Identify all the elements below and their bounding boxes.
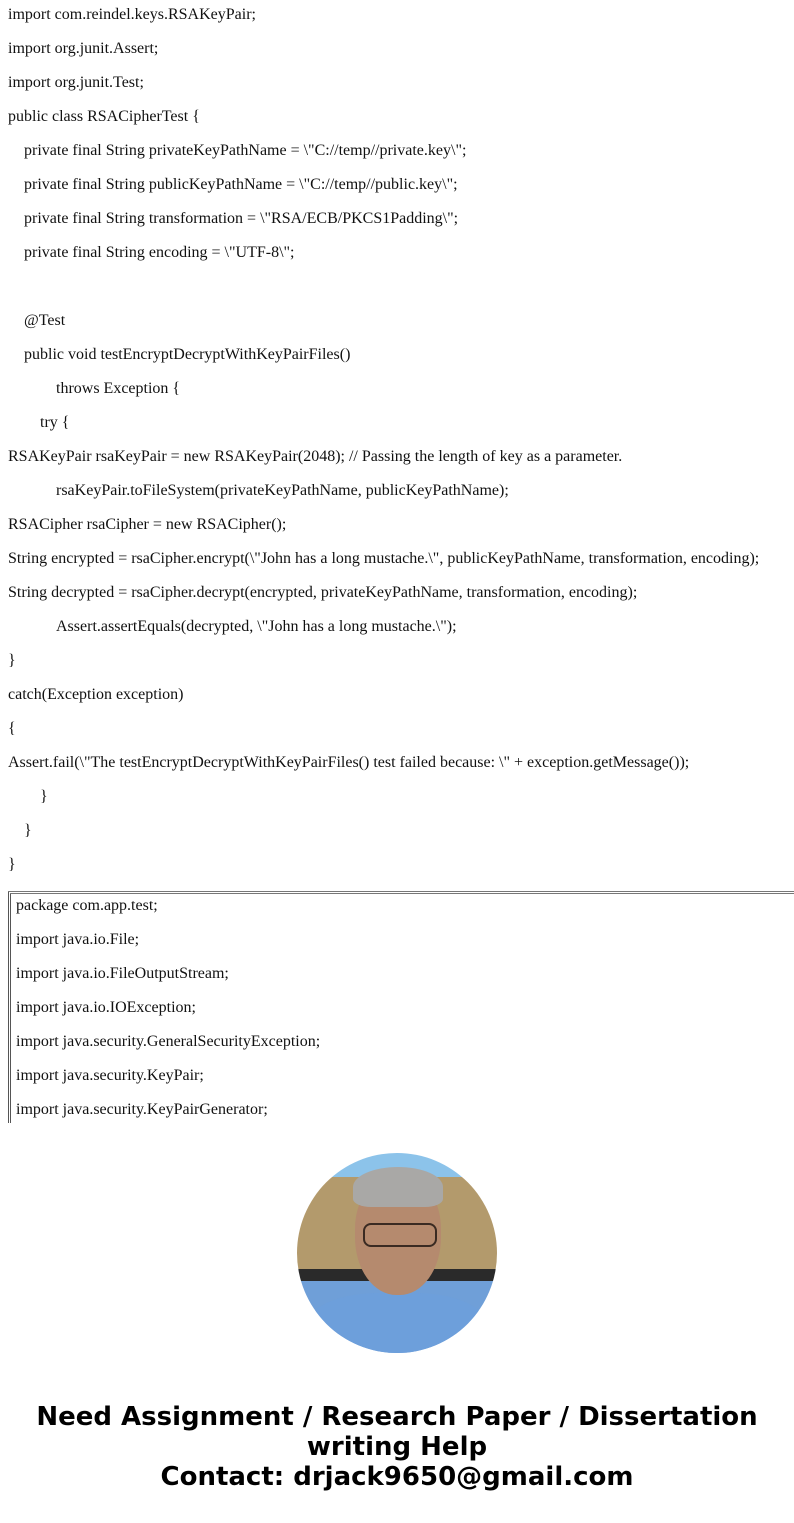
avatar-shirt (307, 1293, 487, 1353)
code-line: } (24, 822, 32, 839)
code-line: public class RSACipherTest { (8, 108, 200, 125)
code-box-line: import java.security.KeyPairGenerator; (16, 1101, 268, 1118)
code-line: private final String publicKeyPathName = \"C://temp//public.key\"; (24, 176, 458, 193)
code-line: private final String encoding = \"UTF-8\"; (24, 244, 295, 261)
avatar-hair (353, 1167, 443, 1207)
code-line: { (8, 720, 16, 737)
code-line: } (8, 652, 16, 669)
code-line: rsaKeyPair.toFileSystem(privateKeyPathName, publicKeyPathName); (56, 482, 509, 499)
code-line: catch(Exception exception) (8, 686, 184, 703)
banner-line-1: Need Assignment / Research Paper / Dissertation (36, 1402, 758, 1432)
code-box-line: import java.security.KeyPair; (16, 1067, 204, 1084)
code-box-line: import java.io.IOException; (16, 999, 196, 1016)
code-line: String encrypted = rsaCipher.encrypt(\"John has a long mustache.\", publicKeyPathName, transformation, encoding); (8, 550, 760, 567)
code-line: Assert.assertEquals(decrypted, \"John has a long mustache.\"); (56, 618, 457, 635)
code-line: try { (40, 414, 70, 431)
code-line: private final String privateKeyPathName = \"C://temp//private.key\"; (24, 142, 467, 159)
code-line: Assert.fail(\"The testEncryptDecryptWithKeyPairFiles() test failed because: \" + exception.getMessage()); (8, 754, 690, 771)
code-line: import com.reindel.keys.RSAKeyPair; (8, 6, 256, 23)
contact-banner (0, 1402, 794, 1492)
code-line-blank (8, 272, 794, 306)
banner-line-2: writing Help (306, 1432, 488, 1462)
code-box-line: package com.app.test; (16, 897, 158, 914)
code-line: @Test (24, 312, 66, 329)
code-listing (8, 0, 794, 884)
code-line: String decrypted = rsaCipher.decrypt(encrypted, privateKeyPathName, transformation, encoding); (8, 584, 638, 601)
code-line: RSACipher rsaCipher = new RSACipher(); (8, 516, 287, 533)
avatar-glasses (363, 1223, 437, 1247)
code-line: import org.junit.Assert; (8, 40, 159, 57)
code-box (8, 891, 794, 1123)
code-box-line: import java.io.File; (16, 931, 140, 948)
code-line: import org.junit.Test; (8, 74, 144, 91)
code-line: private final String transformation = \"RSA/ECB/PKCS1Padding\"; (24, 210, 459, 227)
avatar (297, 1153, 497, 1353)
code-box-line: import java.security.GeneralSecurityException; (16, 1033, 321, 1050)
code-line: } (8, 856, 16, 873)
code-line: public void testEncryptDecryptWithKeyPairFiles() (24, 346, 351, 363)
banner-contact: Contact: drjack9650@gmail.com (160, 1462, 634, 1492)
code-box-line: import java.io.FileOutputStream; (16, 965, 229, 982)
code-line: RSAKeyPair rsaKeyPair = new RSAKeyPair(2048); // Passing the length of key as a parameter. (8, 448, 623, 465)
code-line: } (40, 788, 48, 805)
code-line: throws Exception { (56, 380, 181, 397)
